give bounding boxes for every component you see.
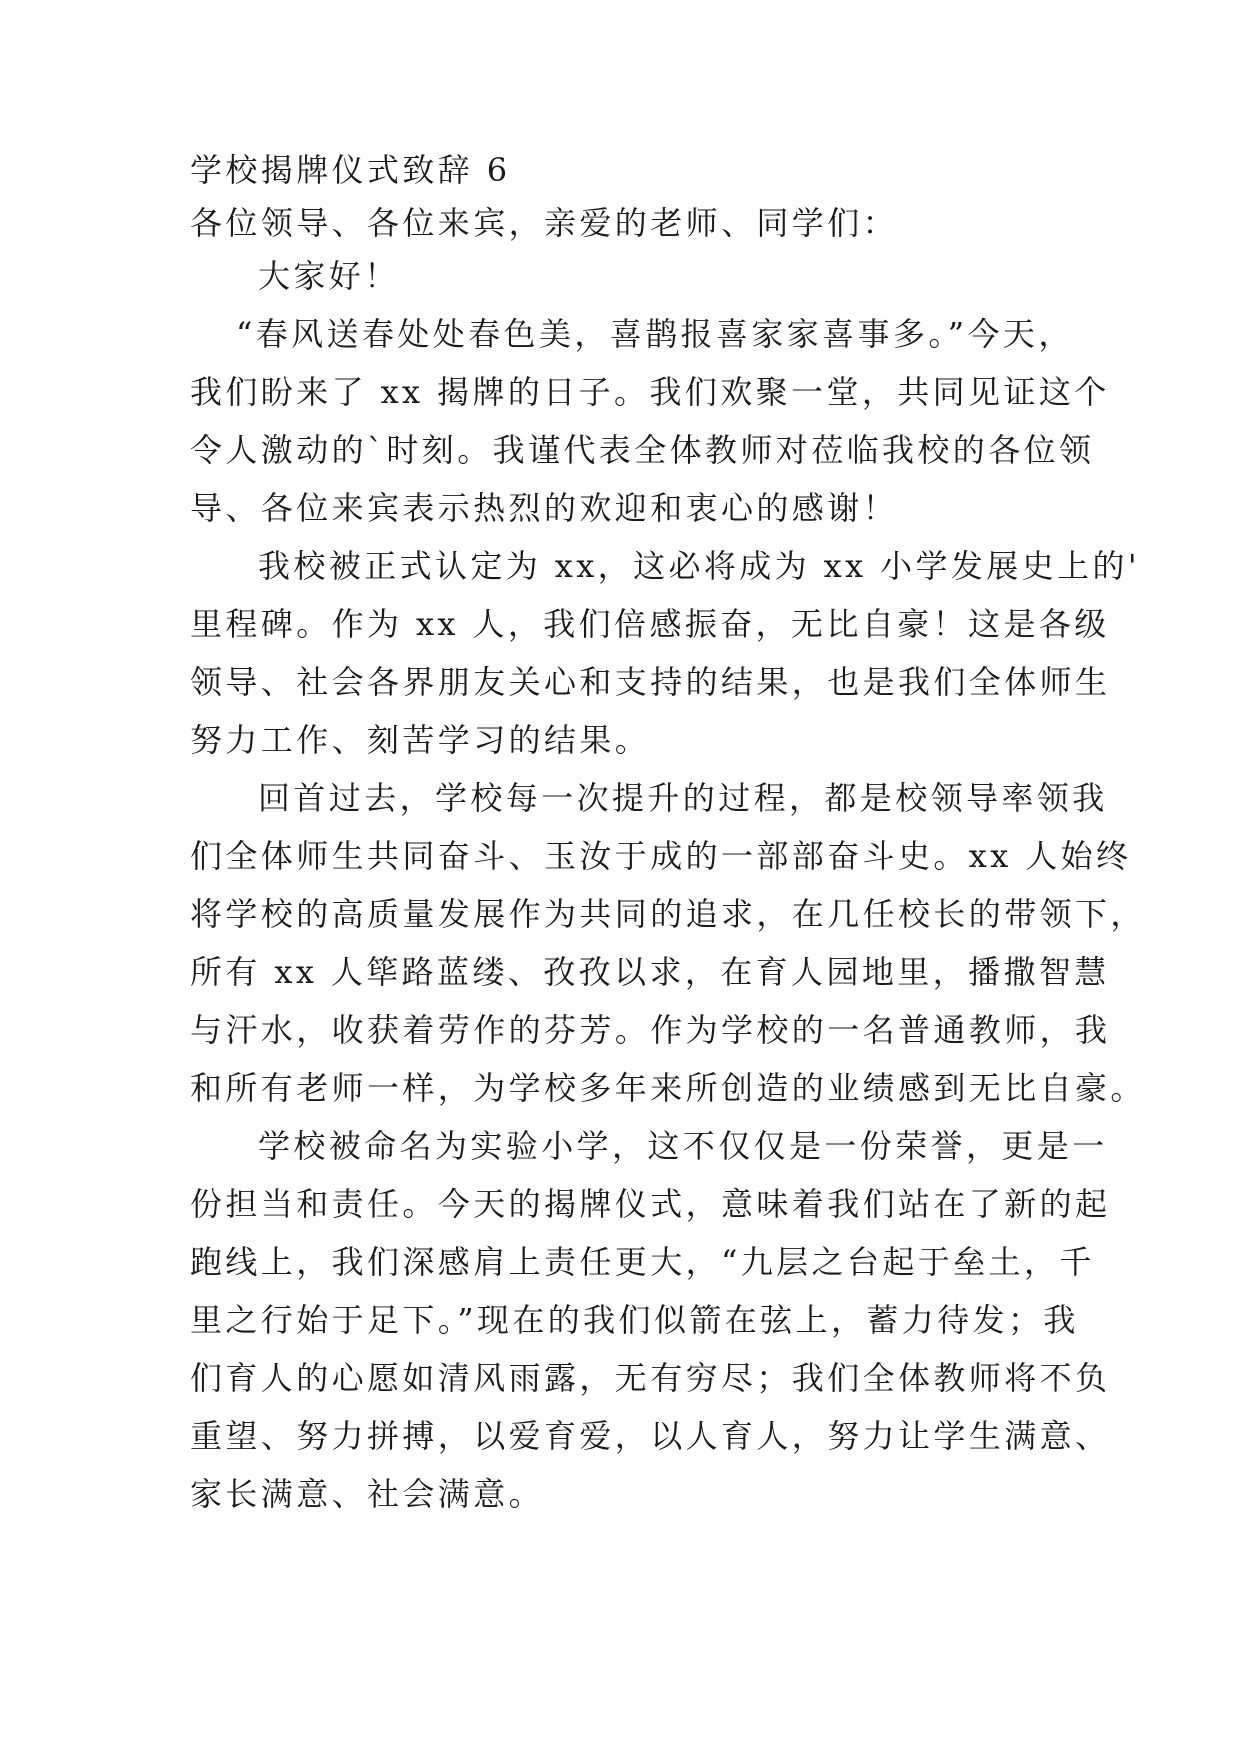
paragraph-line: 令人激动的`时刻。我谨代表全体教师对莅临我校的各位领	[190, 431, 1095, 469]
paragraph-line: 所有 xx 人筚路蓝缕、孜孜以求，在育人园地里，播撒智慧	[190, 953, 1110, 991]
paragraph-line: 导、各位来宾表示热烈的欢迎和衷心的感谢！	[190, 489, 899, 527]
paragraph-line: 领导、社会各界朋友关心和支持的结果，也是我们全体师生	[190, 663, 1111, 701]
paragraph-line: 家长满意、社会满意。	[190, 1475, 545, 1513]
document-title: 学校揭牌仪式致辞 6	[190, 151, 511, 189]
paragraph-line: 份担当和责任。今天的揭牌仪式，意味着我们站在了新的起	[190, 1185, 1111, 1223]
paragraph-line: 们育人的心愿如清风雨露，无有穷尽；我们全体教师将不负	[190, 1359, 1111, 1397]
paragraph-line: 跑线上，我们深感肩上责任更大，“九层之台起于垒土，千	[190, 1243, 1095, 1281]
paragraph-line: 里之行始于足下。”现在的我们似箭在弦上，蓄力待发；我	[190, 1301, 1079, 1339]
paragraph-line: 们全体师生共同奋斗、玉汝于成的一部部奋斗史。xx 人始终	[190, 837, 1132, 875]
paragraph-line: 里程碑。作为 xx 人，我们倍感振奋，无比自豪！这是各级	[190, 605, 1110, 643]
paragraph-line: “春风送春处处春色美，喜鹊报喜家家喜事多。”今天，	[236, 315, 1074, 353]
paragraph-line: 和所有老师一样，为学校多年来所创造的业绩感到无比自豪。	[190, 1069, 1146, 1107]
paragraph-line: 学校被命名为实验小学，这不仅仅是一份荣誉，更是一	[258, 1127, 1108, 1165]
paragraph-line: 与汗水，收获着劳作的芬芳。作为学校的一名普通教师，我	[190, 1011, 1111, 1049]
paragraph-line: 将学校的高质量发展作为共同的追求，在几任校长的带领下，	[190, 895, 1146, 933]
salutation: 各位领导、各位来宾，亲爱的老师、同学们：	[190, 204, 899, 242]
paragraph-line: 回首过去，学校每一次提升的过程，都是校领导率领我	[258, 779, 1108, 817]
greeting: 大家好！	[258, 257, 400, 295]
paragraph-line: 我校被正式认定为 xx，这必将成为 xx 小学发展史上的'	[258, 547, 1141, 585]
paragraph-line: 我们盼来了 xx 揭牌的日子。我们欢聚一堂，共同见证这个	[190, 373, 1110, 411]
paragraph-line: 努力工作、刻苦学习的结果。	[190, 721, 651, 759]
paragraph-line: 重望、努力拼搏，以爱育爱，以人育人，努力让学生满意、	[190, 1417, 1111, 1455]
